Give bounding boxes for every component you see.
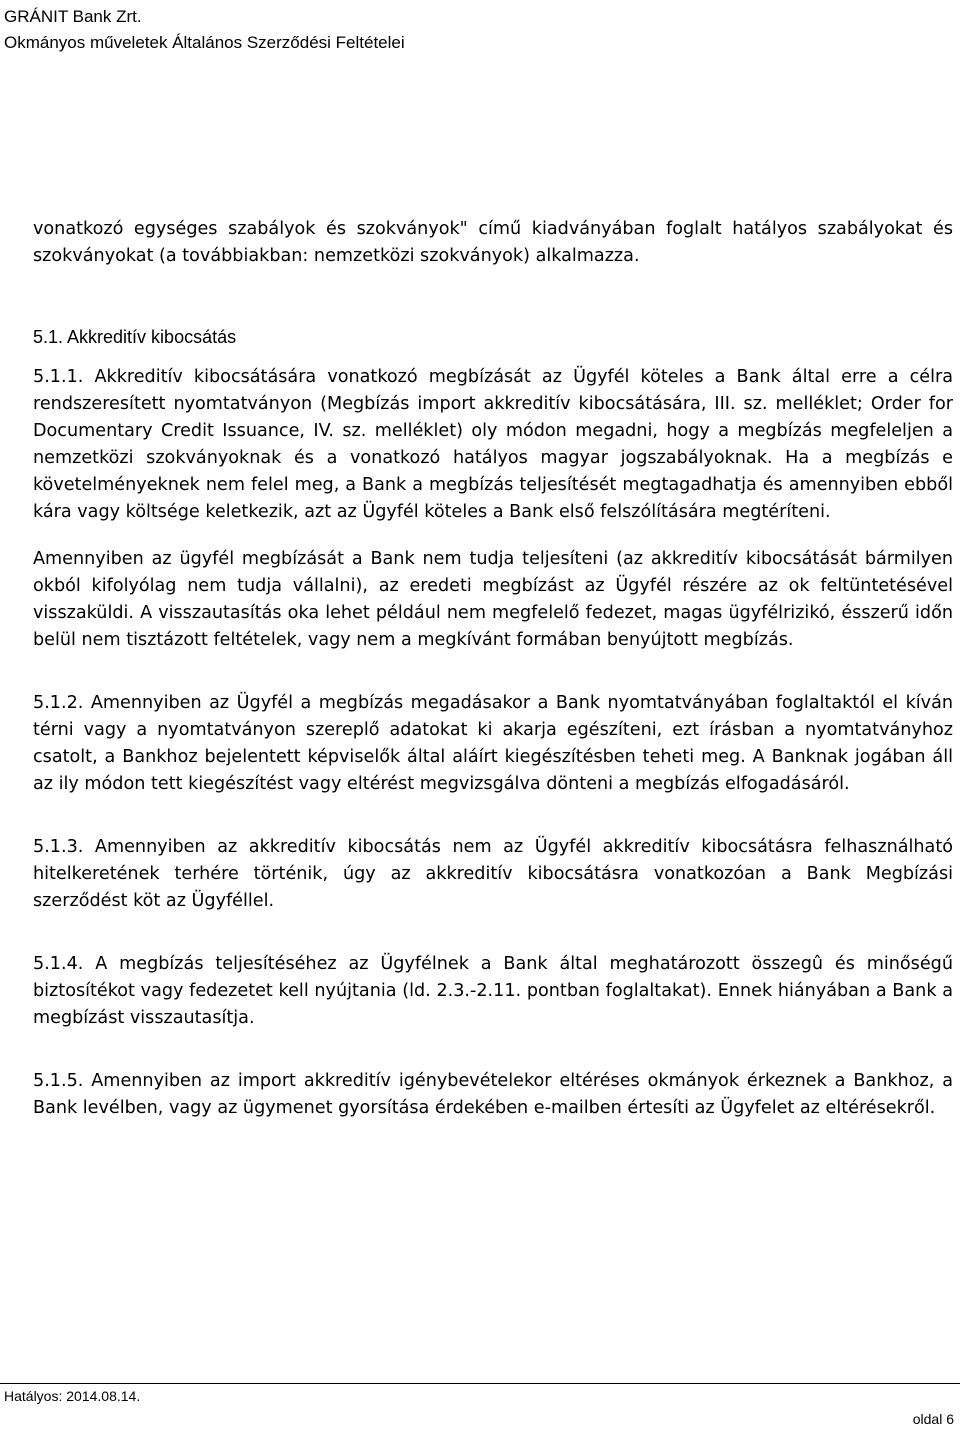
- page-header: [4, 4, 405, 56]
- paragraph-5-1-1: 5.1.1. Akkreditív kibocsátására vonatkozó megbízását az Ügyfél köteles a Bank által erre a célra rendszeresített nyomtatványon (Megbízás import akkreditív kibocsátására, III. sz. melléklet; Order for Documentary Credit Issuance, IV. sz. melléklet) oly módon megadni, hogy a megbízás megfeleljen a nemzetközi szokványoknak és a vonatkozó hatályos magyar jogszabályoknak. Ha a megbízás e követelményeknek nem felel meg, a Bank a megbízás teljesítését megtagadhatja és amennyiben ebből kára vagy költsége keletkezik, azt az Ügyfél köteles a Bank első felszólítására megtéríteni.: [33, 367, 953, 522]
- paragraph-refusal: Amennyiben az ügyfél megbízását a Bank nem tudja teljesíteni (az akkreditív kibocsátását bármilyen okból kifolyólag nem tudja vállalni), az eredeti megbízást az Ügyfél részére az ok feltüntetésével visszaküldi. A visszautasítás oka lehet például nem megfelelő fedezet, magas ügyfélrizikó, ésszerű időn belül nem tisztázott feltételek, vagy nem a megkívánt formában benyújtott megbízás.: [33, 549, 953, 650]
- company-name: GRÁNIT Bank Zrt.: [4, 7, 142, 26]
- paragraph-5-1-3: 5.1.3. Amennyiben az akkreditív kibocsátás nem az Ügyfél akkreditív kibocsátásra felhasználható hitelkeretének terhére történik, úgy az akkreditív kibocsátásra vonatkozóan a Bank Megbízási szerződést köt az Ügyféllel.: [33, 837, 953, 911]
- intro-paragraph: vonatkozó egységes szabályok és szokványok" című kiadványában foglalt hatályos szabályokat és szokványokat (a továbbiakban: nemzetközi szokványok) alkalmazza.: [33, 219, 953, 266]
- paragraph-5-1-2: 5.1.2. Amennyiben az Ügyfél a megbízás megadásakor a Bank nyomtatványában foglaltaktól el kíván térni vagy a nyomtatványon szereplő adatokat ki akarja egészíteni, ezt írásban a nyomtatványhoz csatolt, a Bankhoz bejelentett képviselők által aláírt kiegészítésben teheti meg. A Banknak jogában áll az ily módon tett kiegészítést vagy eltérést megvizsgálva dönteni a megbízás elfogadásáról.: [33, 693, 953, 794]
- effective-date: Hatályos: 2014.08.14.: [4, 1388, 141, 1404]
- paragraph-5-1-5: 5.1.5. Amennyiben az import akkreditív igénybevételekor eltéréses okmányok érkeznek a Bankhoz, a Bank levélben, vagy az ügymenet gyorsítása érdekében e-mailben értesíti az Ügyfelet az eltérésekről.: [33, 1071, 953, 1118]
- footer-divider: [0, 1383, 960, 1384]
- section-heading: 5.1. Akkreditív kibocsátás: [33, 327, 237, 347]
- document-title: Okmányos műveletek Általános Szerződési Feltételei: [4, 33, 405, 52]
- paragraph-5-1-4: 5.1.4. A megbízás teljesítéséhez az Ügyfélnek a Bank által meghatározott összegû és minőségű biztosítékot vagy fedezetet kell nyújtania (ld. 2.3.-2.11. pontban foglaltakat). Ennek hiányában a Bank a megbízást visszautasítja.: [33, 954, 953, 1028]
- page-number: oldal 6: [912, 1411, 954, 1427]
- document-body: [33, 216, 953, 1122]
